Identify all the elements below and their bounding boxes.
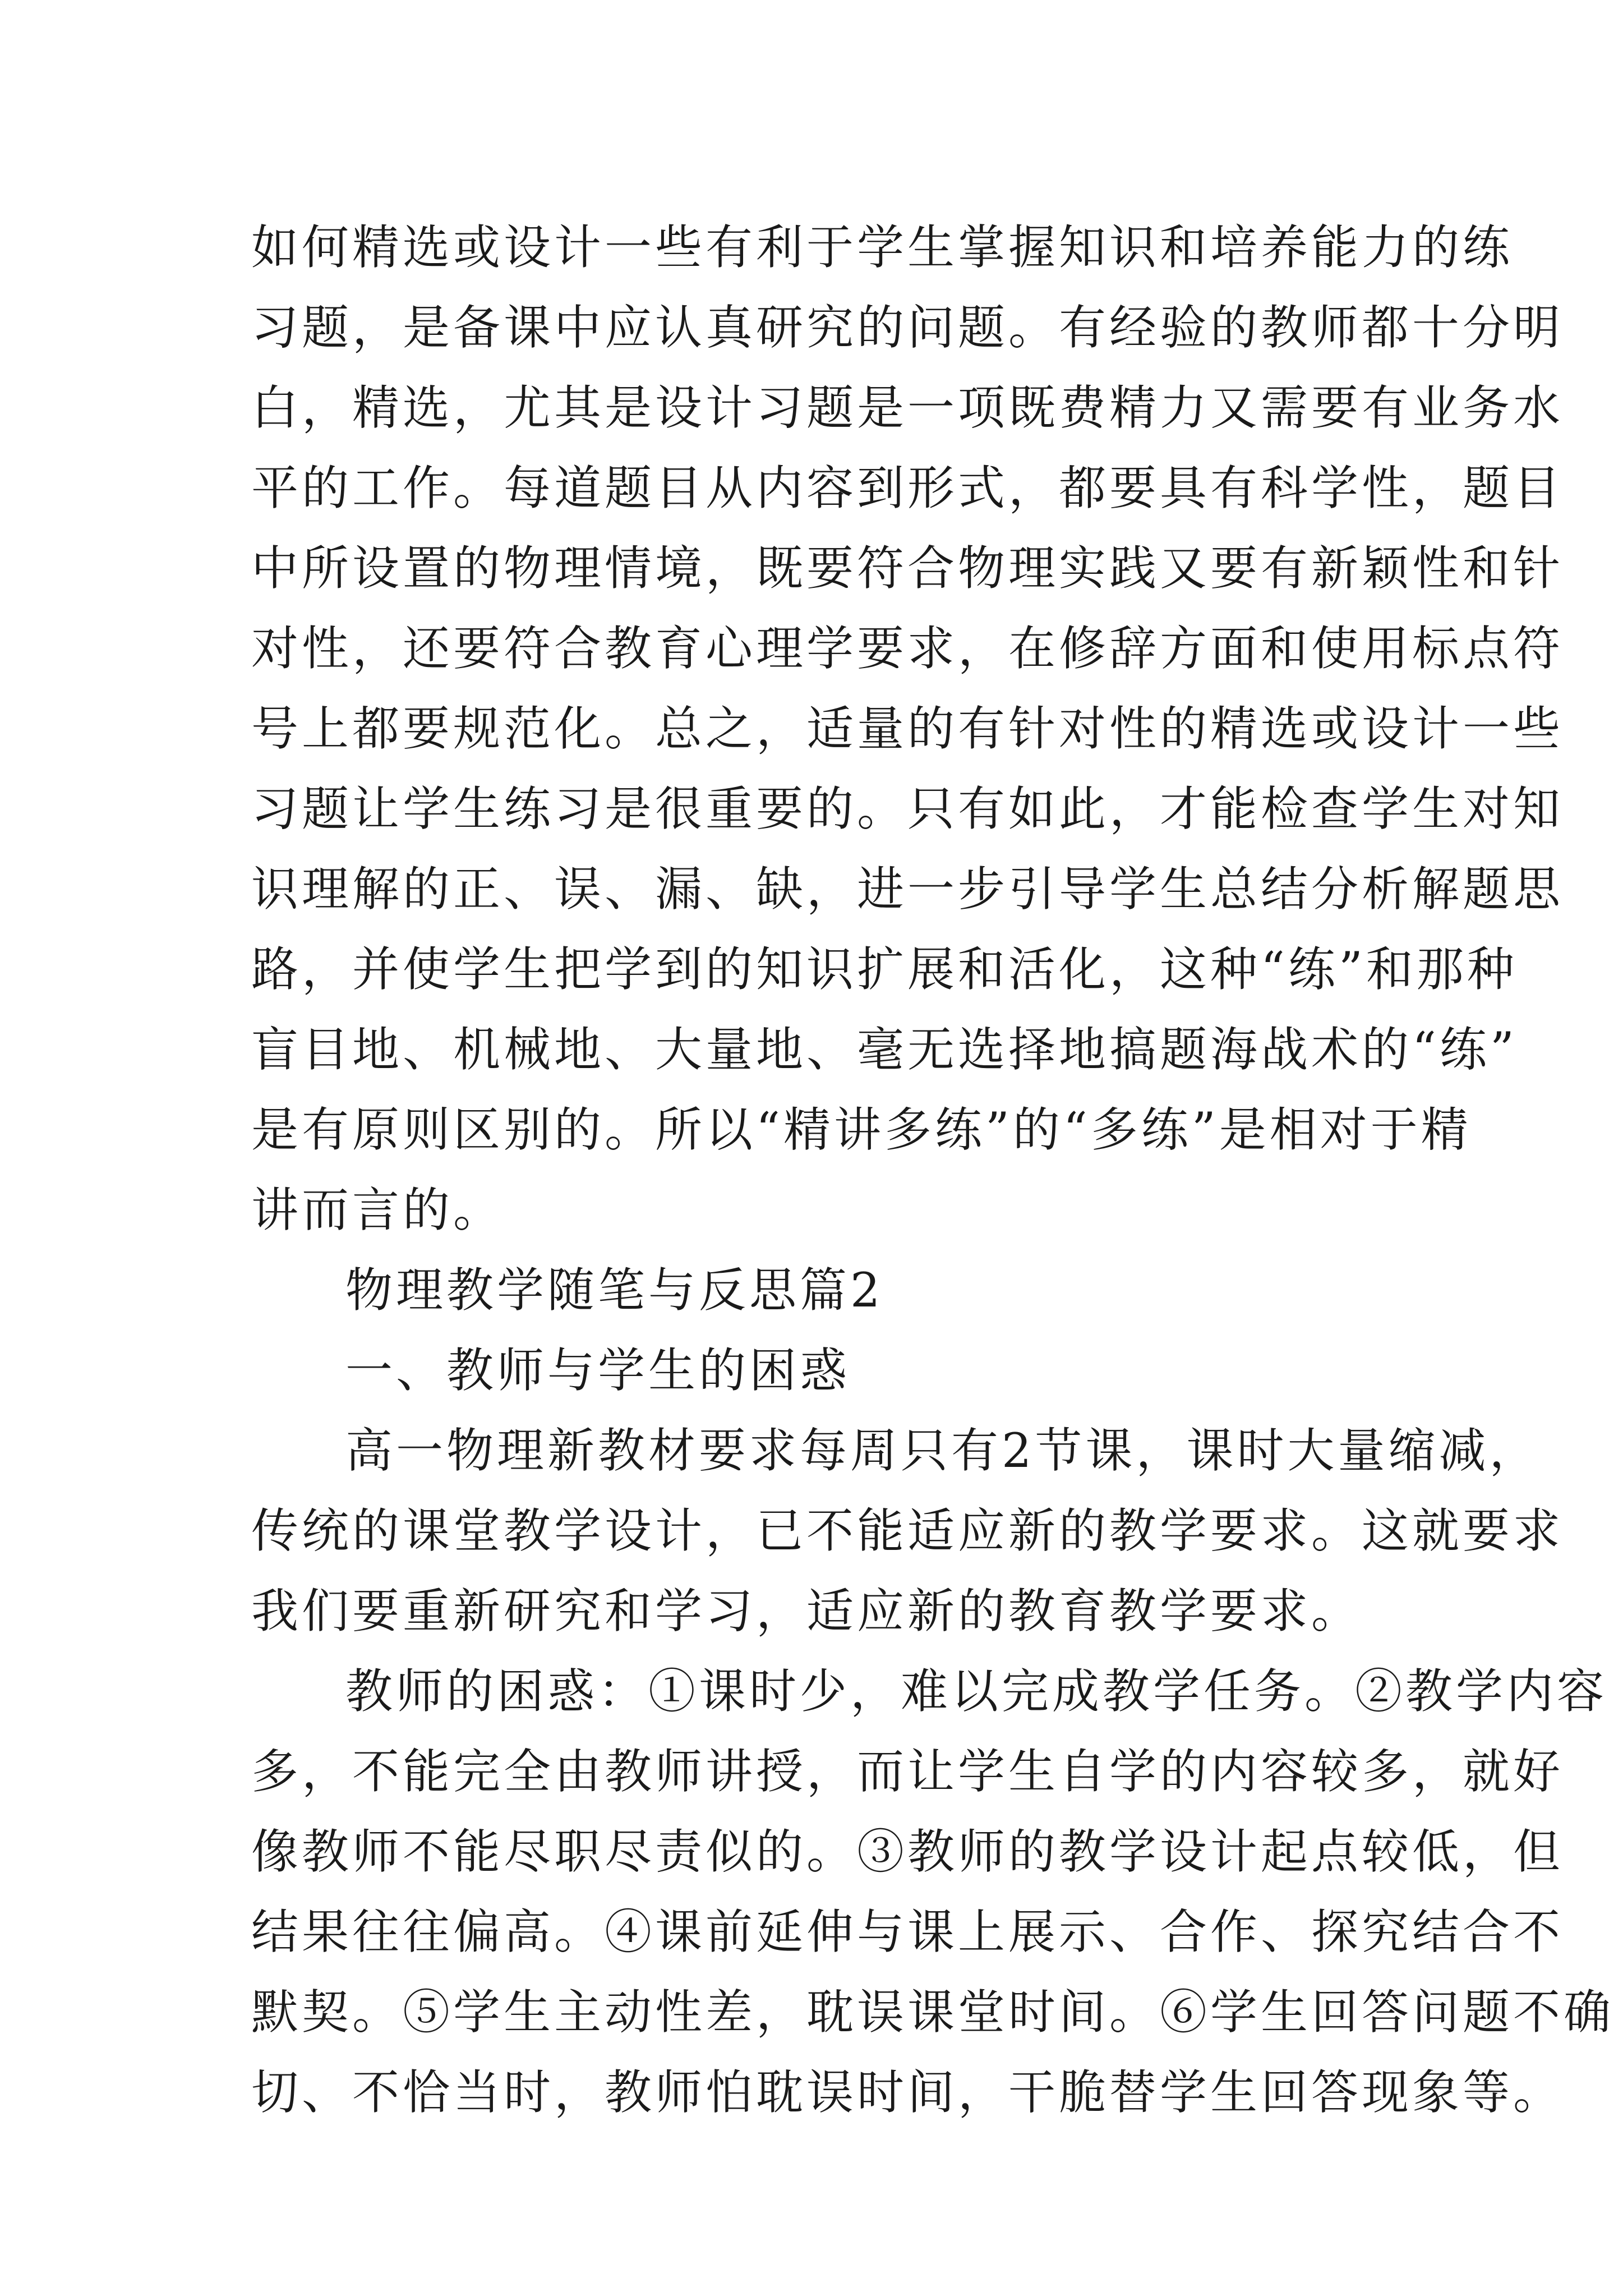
paragraph-line: 结果往往偏高。④课前延伸与课上展示、合作、探究结合不 [251, 1904, 1564, 1959]
paragraph-line: 像教师不能尽职尽责似的。③教师的教学设计起点较低，但 [251, 1824, 1564, 1879]
paragraph-line: 中所设置的物理情境，既要符合物理实践又要有新颖性和针 [251, 541, 1564, 596]
paragraph-line: 如何精选或设计一些有利于学生掌握知识和培养能力的练 [251, 220, 1514, 275]
paragraph-line: 识理解的正、误、漏、缺，进一步引导学生总结分析解题思 [251, 862, 1564, 917]
paragraph-line: 教师的困惑：①课时少，难以完成教学任务。②教学内容 [345, 1664, 1608, 1719]
paragraph-line: 对性，还要符合教育心理学要求，在修辞方面和使用标点符 [251, 621, 1564, 676]
paragraph-line: 白，精选，尤其是设计习题是一项既费精力又需要有业务水 [251, 380, 1564, 435]
paragraph-line: 我们要重新研究和学习，适应新的教育教学要求。 [251, 1584, 1362, 1639]
paragraph-line: 多，不能完全由教师讲授，而让学生自学的内容较多，就好 [251, 1744, 1564, 1799]
paragraph-line: 默契。⑤学生主动性差，耽误课堂时间。⑥学生回答问题不确 [251, 1985, 1615, 2040]
section-subheading: 一、教师与学生的困惑 [345, 1343, 851, 1398]
paragraph-line: 讲而言的。 [251, 1182, 504, 1237]
paragraph-line: 习题让学生练习是很重要的。只有如此，才能检查学生对知 [251, 781, 1564, 836]
paragraph-line: 是有原则区别的。所以“精讲多练”的“多练”是相对于精 [251, 1102, 1472, 1157]
paragraph-line: 盲目地、机械地、大量地、毫无选择地搞题海战术的“练” [251, 1022, 1518, 1077]
body-text [251, 208, 1615, 2133]
section-title: 物理教学随笔与反思篇2 [345, 1263, 884, 1318]
paragraph-line: 切、不恰当时，教师怕耽误时间，干脆替学生回答现象等。 [251, 2065, 1564, 2120]
paragraph-line: 高一物理新教材要求每周只有2节课，课时大量缩减， [345, 1423, 1540, 1478]
paragraph-line: 习题，是备课中应认真研究的问题。有经验的教师都十分明 [251, 300, 1564, 355]
paragraph-line: 路，并使学生把学到的知识扩展和活化，这种“练”和那种 [251, 942, 1518, 997]
paragraph-line: 平的工作。每道题目从内容到形式，都要具有科学性，题目 [251, 461, 1564, 516]
paragraph-line: 号上都要规范化。总之，适量的有针对性的精选或设计一些 [251, 701, 1564, 756]
paragraph-line: 传统的课堂教学设计，已不能适应新的教学要求。这就要求 [251, 1503, 1564, 1558]
